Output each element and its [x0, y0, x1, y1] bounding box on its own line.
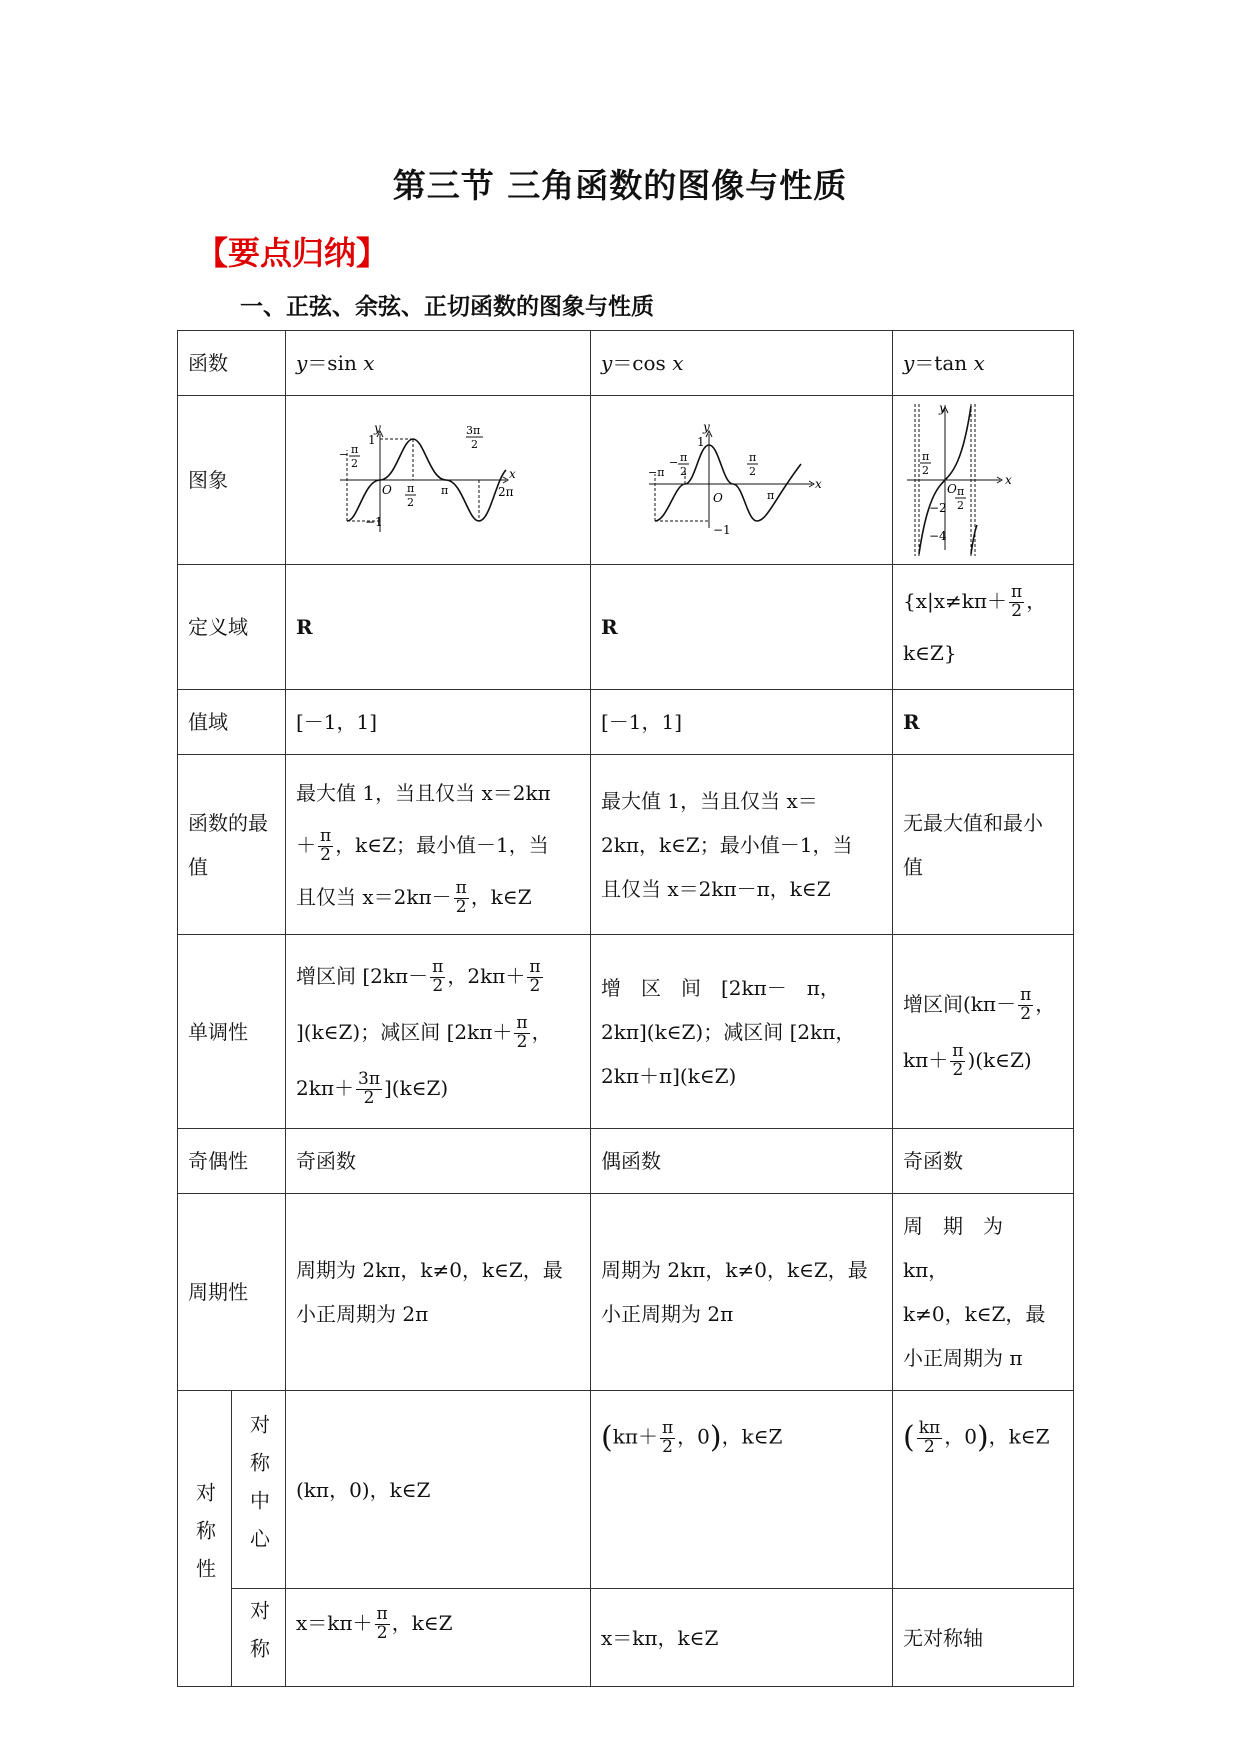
- svg-text:x: x: [814, 476, 822, 491]
- extrema-cos: 最大值 1，当且仅当 x＝ 2kπ，k∈Z；最小值－1，当 且仅当 x＝2kπ－π，k∈Z: [591, 755, 893, 935]
- label-period: 周期性: [178, 1194, 286, 1391]
- svg-text:2: 2: [679, 464, 687, 478]
- cos-graph: [647, 418, 837, 543]
- sin-graph-cell: [286, 396, 591, 565]
- subheading: 一、正弦、余弦、正切函数的图象与性质: [240, 293, 654, 320]
- svg-text:2: 2: [471, 438, 478, 451]
- period-row: [178, 1194, 1074, 1391]
- period-sin: 周期为 2kπ，k≠0，k∈Z，最 小正周期为 2π: [286, 1194, 591, 1391]
- svg-text:−: −: [668, 455, 678, 469]
- svg-text:−4: −4: [929, 529, 947, 543]
- svg-text:−1: −1: [712, 522, 731, 537]
- svg-text:π: π: [922, 450, 930, 463]
- svg-text:π: π: [441, 484, 449, 497]
- parity-sin: 奇函数: [286, 1129, 591, 1194]
- svg-text:y: y: [702, 419, 710, 434]
- center-tan: ( $\frac{k\pi}{2}$ ，0)，k∈Z: [893, 1391, 1074, 1589]
- svg-text:π: π: [748, 450, 756, 464]
- svg-text:1: 1: [696, 434, 705, 449]
- svg-text:y: y: [374, 421, 381, 435]
- svg-text:−π: −π: [647, 465, 664, 479]
- period-tan: 周 期 为 kπ， k≠0，k∈Z，最 小正周期为 π: [893, 1194, 1074, 1391]
- period-cos: 周期为 2kπ，k≠0，k∈Z，最 小正周期为 2π: [591, 1194, 893, 1391]
- symmetry-axis-row: [178, 1589, 1074, 1687]
- svg-text:π: π: [473, 424, 481, 437]
- parity-cos: 偶函数: [591, 1129, 893, 1194]
- label-axis: 对称: [232, 1589, 286, 1687]
- svg-text:−1: −1: [365, 515, 383, 529]
- svg-text:x: x: [1005, 473, 1012, 487]
- domain-cos: R: [591, 565, 893, 690]
- axis-cos: x＝kπ，k∈Z: [591, 1589, 893, 1687]
- section-tag: 【要点归纳】: [196, 234, 389, 272]
- header-sin: y＝sin x: [286, 331, 591, 396]
- monotonicity-cos: 增 区 间 [2kπ－ π， 2kπ](k∈Z)；减区间 [2kπ， 2kπ＋π](k∈Z): [591, 935, 893, 1129]
- properties-table: [177, 330, 1074, 1687]
- page-title: 第三节 三角函数的图像与性质: [392, 166, 848, 205]
- svg-text:−: −: [339, 448, 349, 461]
- svg-text:O: O: [382, 483, 392, 497]
- monotonicity-sin: 增区间 [2kπ－ $\frac{\pi}{2}$ ，2kπ＋ $\frac{\pi}{2}$ ](k∈Z)；减区间 [2kπ＋ $\frac{\pi}{2}$ ， 2kπ＋ $\frac{3\pi}{2}$ ](k∈Z): [286, 935, 591, 1129]
- tan-graph: [905, 400, 1025, 560]
- label-extrema: 函数的最值: [178, 755, 286, 935]
- header-tan: y＝tan x: [893, 331, 1074, 396]
- svg-text:2: 2: [922, 464, 929, 477]
- svg-text:2: 2: [957, 499, 964, 512]
- graph-row: [178, 396, 1074, 565]
- svg-text:π: π: [957, 485, 965, 498]
- header-row: [178, 331, 1074, 396]
- svg-text:2π: 2π: [498, 485, 514, 499]
- svg-text:−2: −2: [929, 501, 947, 515]
- sin-graph: [338, 420, 538, 540]
- svg-text:2: 2: [748, 464, 756, 478]
- label-center: 对称中心: [232, 1391, 286, 1589]
- header-cos: y＝cos x: [591, 331, 893, 396]
- parity-row: [178, 1129, 1074, 1194]
- label-function: 函数: [178, 331, 286, 396]
- parity-tan: 奇函数: [893, 1129, 1074, 1194]
- svg-text:O: O: [947, 482, 957, 496]
- svg-text:π: π: [766, 488, 774, 502]
- monotonicity-row: [178, 935, 1074, 1129]
- domain-row: [178, 565, 1074, 690]
- extrema-tan: 无最大值和最小 值: [893, 755, 1074, 935]
- label-parity: 奇偶性: [178, 1129, 286, 1194]
- domain-sin: R: [286, 565, 591, 690]
- cos-graph-cell: [591, 396, 893, 565]
- svg-text:2: 2: [351, 457, 358, 470]
- svg-text:y: y: [939, 401, 946, 415]
- svg-text:π: π: [351, 443, 359, 456]
- axis-tan: 无对称轴: [893, 1589, 1074, 1687]
- extrema-sin: 最大值 1，当且仅当 x＝2kπ ＋ $\frac{\pi}{2}$ ，k∈Z；最小值－1，当 且仅当 x＝2kπ－ $\frac{\pi}{2}$ ，k∈Z: [286, 755, 591, 935]
- svg-text:1: 1: [368, 433, 376, 447]
- domain-tan: {x|x≠kπ＋ $\frac{\pi}{2}$ ， k∈Z}: [893, 565, 1074, 690]
- axis-sin: x＝kπ＋ $\frac{\pi}{2}$ ，k∈Z: [286, 1589, 591, 1687]
- symmetry-center-row: [178, 1391, 1074, 1589]
- label-symmetry: 对称性: [178, 1391, 232, 1687]
- label-domain: 定义域: [178, 565, 286, 690]
- svg-text:π: π: [679, 450, 687, 464]
- center-cos: (kπ＋ $\frac{\pi}{2}$ ，0)，k∈Z: [591, 1391, 893, 1589]
- label-graph: 图象: [178, 396, 286, 565]
- svg-text:x: x: [509, 467, 516, 481]
- svg-text:O: O: [712, 490, 723, 505]
- label-range: 值域: [178, 690, 286, 755]
- svg-text:π: π: [407, 482, 415, 495]
- center-sin: (kπ，0)，k∈Z: [286, 1391, 591, 1589]
- extrema-row: [178, 755, 1074, 935]
- range-sin: [－1，1]: [286, 690, 591, 755]
- svg-text:2: 2: [407, 496, 414, 509]
- svg-text:3: 3: [466, 424, 473, 437]
- monotonicity-tan: 增区间(kπ－ $\frac{\pi}{2}$ ， kπ＋ $\frac{\pi}{2}$ )(k∈Z): [893, 935, 1074, 1129]
- range-tan: R: [893, 690, 1074, 755]
- tan-graph-cell: [893, 396, 1074, 565]
- label-monotonicity: 单调性: [178, 935, 286, 1129]
- range-cos: [－1，1]: [591, 690, 893, 755]
- range-row: [178, 690, 1074, 755]
